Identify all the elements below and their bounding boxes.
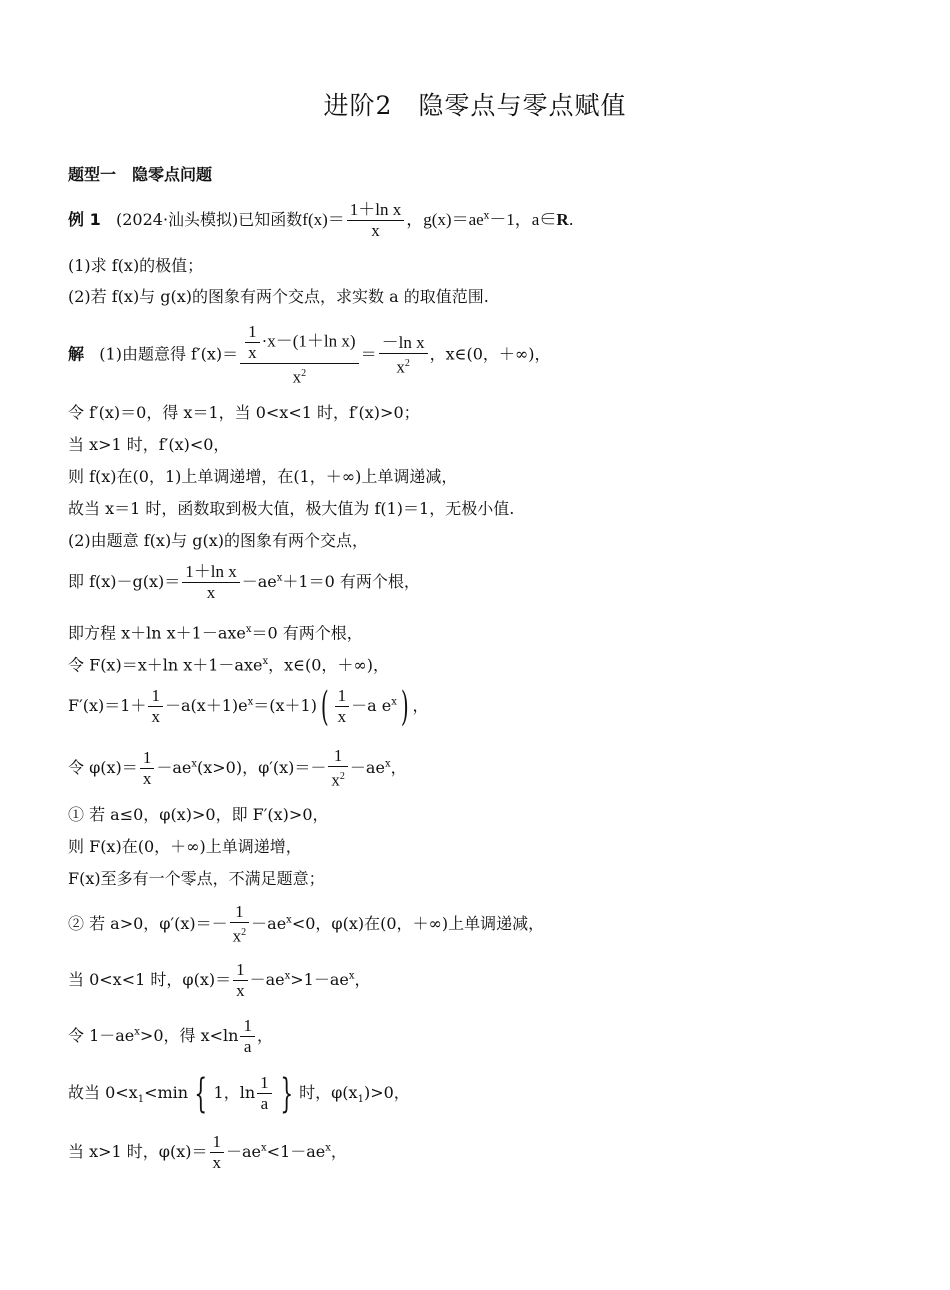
- fraction: $\frac{1}{x}$: [210, 1132, 225, 1173]
- solution-line-12: ① 若 a≤0，φ(x)>0，即 F′(x)>0，: [68, 805, 329, 824]
- solution-line-13: 则 F(x)在(0，＋∞)上单调递增，: [68, 837, 302, 856]
- fraction: $\frac{1}{x}$: [148, 686, 163, 727]
- fraction: $\frac{1}{x}$: [140, 748, 155, 789]
- solution-line-9: 令 F(x)＝x＋ln x＋1－axe$^x$，x∈(0，＋∞)，: [68, 655, 389, 675]
- page-title: 进阶2 隐零点与零点赋值: [323, 91, 627, 120]
- solution-line-1: 解 (1)由题意得 f′(x)＝ $\frac{1}{x}$ ·x－(1＋ln x) $x^2$ ＝ $\frac{\text{－ln x}}{x^2}$ ，x∈(0，＋∞)，: [68, 322, 551, 387]
- solution-line-14: F(x)至多有一个零点，不满足题意；: [68, 869, 325, 888]
- solution-line-3: 当 x>1 时，f′(x)<0，: [68, 435, 230, 454]
- fraction: $\frac{1}{x}$: [233, 960, 248, 1001]
- example-1: 例 1 (2024·汕头模拟)已知函数f(x)＝ $\frac{\text{1＋ln x}}{x}$ ，$g(x)=ae^x-1$，a∈R.: [68, 200, 574, 240]
- fraction: $\frac{\text{1＋ln x}}{x}$: [182, 562, 239, 603]
- solution-line-7: 即 f(x)－g(x)＝ $\frac{\text{1＋ln x}}{x}$ $-ae^x+1=0$ 有两个根，: [68, 562, 420, 602]
- solution-line-6: (2)由题意 f(x)与 g(x)的图象有两个交点，: [68, 531, 369, 550]
- fraction: $\frac{1}{x}$ ·x－(1＋ln x) $x^2$: [240, 322, 358, 388]
- example-label: 例 1: [68, 210, 101, 229]
- solution-line-17: 令 $1-ae^x>0$，得 x<ln $\frac{1}{a}$ ，: [68, 1016, 273, 1056]
- solution-line-15: ② 若 a>0，φ′(x)＝－ $\frac{1}{x^2}$ $-ae^x<0$，φ(x)在(0，＋∞)上单调递减，: [68, 902, 545, 946]
- solution-line-4: 则 f(x)在(0，1)上单调递增，在(1，＋∞)上单调递减，: [68, 467, 458, 486]
- section-heading: 题型一 隐零点问题: [68, 165, 213, 184]
- solution-line-2: 令 f′(x)＝0，得 x＝1，当 0<x<1 时，f′(x)>0；: [68, 403, 420, 422]
- fraction: $\frac{\text{1＋ln x}}{x}$: [347, 200, 404, 241]
- solution-line-10: F′(x)＝1＋ $\frac{1}{x}$ $-a(x+1)e^x=(x+1)$( $\frac{1}{x}$ －a $e^x$) ，: [68, 683, 429, 730]
- fraction: $\frac{1}{x}$: [335, 686, 350, 727]
- solution-line-18: 故当 $0<x_1<\min$ { 1，ln $\frac{1}{a}$ } 时，$\varphi(x_1)>0$，: [68, 1070, 410, 1117]
- question-2: (2)若 f(x)与 g(x)的图象有两个交点，求实数 a 的取值范围.: [68, 287, 489, 306]
- fraction: $\frac{\text{－ln x}}{x^2}$: [379, 333, 428, 378]
- fraction: $\frac{1}{x^2}$: [230, 902, 250, 947]
- solution-line-11: 令 φ(x)＝ $\frac{1}{x}$ $-ae^x(x>0)$，φ′(x)＝－ $\frac{1}{x^2}$ $-ae^x$，: [68, 746, 407, 790]
- solution-line-16: 当 0<x<1 时，φ(x)＝ $\frac{1}{x}$ $-ae^x>1-ae^x$，: [68, 960, 371, 1000]
- solution-line-5: 故当 x＝1 时，函数取到极大值，极大值为 f(1)＝1，无极小值.: [68, 499, 515, 518]
- solution-line-19: 当 x>1 时，φ(x)＝ $\frac{1}{x}$ $-ae^x<1-ae^x$，: [68, 1132, 347, 1172]
- solution-label: 解: [68, 344, 85, 364]
- fraction: $\frac{1}{a}$: [257, 1073, 272, 1114]
- question-1: (1)求 f(x)的极值；: [68, 256, 204, 275]
- fraction: $\frac{1}{a}$: [240, 1016, 255, 1057]
- solution-line-8: 即方程 x＋ln x＋1－axe$^x$＝0 有两个根，: [68, 623, 363, 643]
- fraction: $\frac{1}{x^2}$: [328, 746, 348, 791]
